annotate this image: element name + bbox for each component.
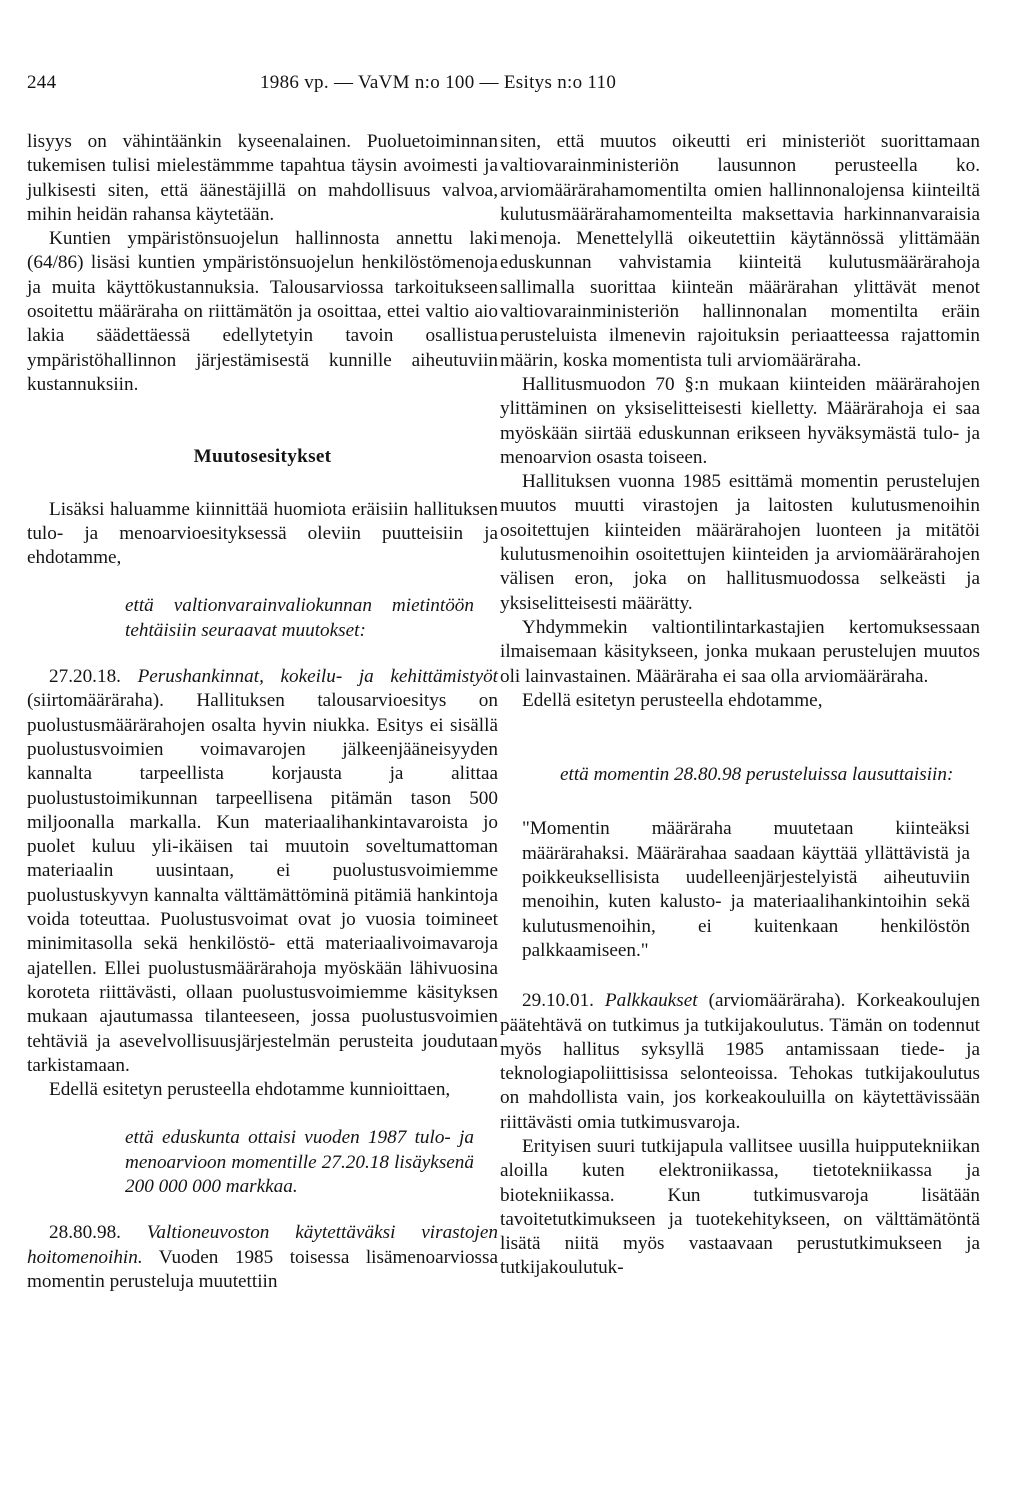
item-text: (siirtomääräraha). Hallituksen talousarvioesitys on puolustusmäärärahojen osalta hyvin niukka. Esitys ei sisällä puolustusvoimien voimavarojen jälkeenjääneisyyden kannalta tarpeellista korjausta ja alittaa puolustustoimikunnan tarpeellisena pitämän tason 500 miljoonalla markalla. Kun materiaalihankintavaroista jo puolet kuluu yli-ikäisen tai muutoin soveltumattoman materiaalin uusintaan, ei puolustusvoimiemme puolustuskyvyn kannalta välttämättöminä pitämiä hankintoja voida toteuttaa. Puolustusvoimat ovat jo vuosia toimineet minimitasolla sekä henkilöstö- että materiaalivoimavaroja ajatellen. Ellei puolustusmäärärahoja myöskään lähivuosina koroteta riittävästi, ollaan puolustusvoimiemme käsityksen mukaan ajautumassa tilanteeseen, jossa puolustusvoimien tehtäviä ja asevelvollisuusjärjestelmän perusteita joudutaan tarkistamaan. xyxy=(27,690,498,1076)
paragraph: Lisäksi haluamme kiinnittää huomiota eräisiin hallituksen tulo- ja menoarvioesityksessä oleviin puutteisiin ja ehdotamme, xyxy=(27,498,498,569)
item-title: Valtioneuvoston käytettäväksi virastojen hoitomenoihin. xyxy=(27,1222,498,1268)
item-title: Palkkaukset xyxy=(604,990,698,1012)
budget-item xyxy=(27,665,498,1078)
quoted-text: "Momentin määräraha muutetaan kiinteäksi määrärahaksi. Määrärahaa saadaan käyttää yllättävistä ja poikkeuksellisista uudelleenjärjestelyistä aiheutuviin menoihin, kuten kalusto- ja materiaalihankintoihin sekä kulutusmenoihin, ei kuitenkaan henkilöstön palkkaamiseen." xyxy=(522,818,970,961)
paragraph: Edellä esitetyn perusteella ehdotamme, xyxy=(522,689,823,711)
running-title: 1986 vp. — VaVM n:o 100 — Esitys n:o 110 xyxy=(260,72,617,93)
budget-item xyxy=(500,989,980,1135)
motion-text: että valtionvarainvaliokunnan mietintöön tehtäisiin seuraavat muutokset: xyxy=(125,595,474,641)
paragraph: Edellä esitetyn perusteella ehdotamme kunnioittaen, xyxy=(49,1079,451,1101)
item-text: (arviomääräraha). Korkeakoulujen päätehtävä on tutkimus ja tutkijakoulutus. Tämän on todennut myös hallitus syksyllä 1985 antamissaan tiede- ja teknologiapoliittisissa selonteoissa. Tehokas tutkijakoulutus on mahdollista vain, jos korkeakouluilla on käytettävissään riittävästi omia tutkimusvaroja. xyxy=(500,990,981,1133)
page-number: 244 xyxy=(27,72,57,93)
paragraph: Hallitusmuodon 70 §:n mukaan kiinteiden määrärahojen ylittäminen on yksiselitteisesti kielletty. Määrärahoja ei saa myöskään siirtää eduskunnan erikseen hyväksymästä tulo- ja menoarvion osasta toiseen. xyxy=(500,373,980,468)
item-number: 29.10.01. xyxy=(522,990,594,1012)
paragraph: Kuntien ympäristönsuojelun hallinnosta annettu laki (64/86) lisäsi kuntien ympäristönsuojelun henkilöstömenoja ja muita käyttökustannuksia. Talousarviossa tarkoitukseen osoitettu määräraha on riittämätön ja osoittaa, ettei valtio aio lakia säädettäessä edellytetyin tavoin osallistua ympäristöhallinnon järjestämisestä kunnille aiheutuviin kustannuksiin. xyxy=(27,228,498,395)
motion-text: että eduskunta ottaisi vuoden 1987 tulo- ja menoarvioon momentille 27.20.18 lisäyksenä 200 000 000 markkaa. xyxy=(125,1127,474,1197)
item-title: Perushankinnat, kokeilu- ja kehittämistyöt xyxy=(137,666,499,688)
paragraph: lisyys on vähintäänkin kyseenalainen. Puoluetoiminnan tukemisen tulisi mielestämmme tapahtua täysin avoimesti ja julkisesti siten, että äänestäjillä on mahdollisuus valvoa, mihin heidän rahansa käytetään. xyxy=(27,131,498,225)
item-number: 27.20.18. xyxy=(49,666,121,688)
paragraph: Hallituksen vuonna 1985 esittämä momentin perustelujen muutos muutti virastojen ja laitosten kulutusmenoihin osoitettujen kiinteiden määrärahojen luonteen ja mitätöi kulutusmenoihin osoitettujen kiinteiden ja arviomäärärahojen välisen eron, joka on hallitusmuodossa selkeästi ja yksiselitteisesti määrätty. xyxy=(500,471,980,614)
section-heading: Muutosesitykset xyxy=(193,446,332,468)
page-header xyxy=(27,72,999,102)
item-text: Vuoden 1985 toisessa lisämenoarviossa momentin perusteluja muutettiin xyxy=(27,1246,498,1292)
right-column xyxy=(500,130,980,1281)
left-column xyxy=(27,130,498,1294)
paragraph: siten, että muutos oikeutti eri ministeriöt suorittamaan valtiovarainministeriön lausunnon perusteella ko. arviomäärärahamomentilta omien hallinnonalojensa kiinteiltä kulutusmäärärahamomenteilta maksettavia harkinnanvaraisia menoja. Menettelyllä oikeutettiin käytännössä ylittämään eduskunnan vahvistamia kiinteitä kulutusmäärärahoja sallimalla suorittaa kiinteän määrärahan ylittävät menot valtiovarainministeriön hallinnonalan momentilta eräin perusteluista ilmenevin rajoituksin periaatteessa rajattomin määrin, koska momentista tuli arviomääräraha. xyxy=(500,131,980,371)
budget-item xyxy=(27,1221,498,1294)
paragraph: Erityisen suuri tutkijapula vallitsee uusilla huipputekniikan aloilla kuten elektroniikassa, tietotekniikassa ja biotekniikassa. Kun tutkimusvaroja lisätään tavoitetutkimukseen ja tuotekehitykseen, on välttämätöntä lisätä niitä myös vastaavaan perustutkimukseen ja tutkijakoulutuk- xyxy=(500,1135,980,1279)
paragraph: Yhdymmekin valtiontilintarkastajien kertomuksessaan ilmaisemaan käsitykseen, jonka mukaan perustelujen muutos oli lainvastainen. Määräraha ei saa olla arviomääräraha. xyxy=(500,616,980,687)
motion-text: että momentin 28.80.98 perusteluissa lausuttaisiin: xyxy=(560,764,954,786)
item-number: 28.80.98. xyxy=(49,1222,121,1244)
